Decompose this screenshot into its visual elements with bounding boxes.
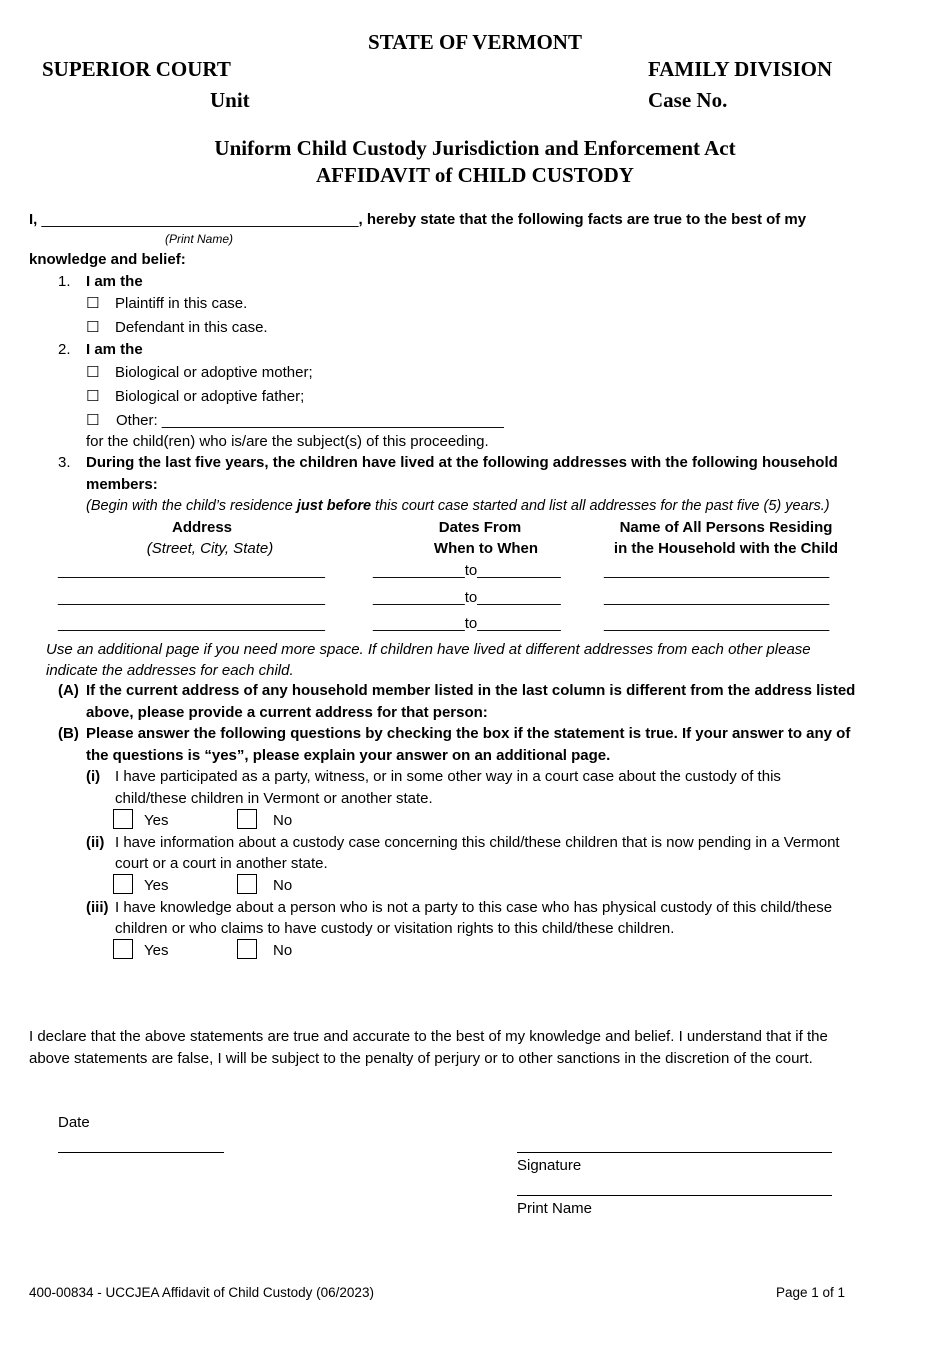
defendant-checkbox[interactable]: ☐: [86, 318, 100, 336]
row1-dates[interactable]: [373, 562, 561, 579]
question-ii-no-checkbox[interactable]: [237, 874, 257, 894]
question-iii-no-label: No: [273, 942, 293, 959]
court-name: SUPERIOR COURT: [42, 57, 231, 81]
row3-from[interactable]: ___________: [373, 615, 465, 632]
print-name-field[interactable]: ______________________________________: [41, 211, 359, 228]
row2-until[interactable]: __________: [477, 589, 561, 606]
other-option: [116, 412, 504, 429]
col-persons-header: Name of All Persons Residing: [619, 519, 833, 536]
plaintiff-checkbox[interactable]: ☐: [86, 294, 100, 312]
declaration-line1: I declare that the above statements are true and accurate to the best of my knowledge and belief. I understand that if the: [29, 1028, 828, 1045]
question-iii-no-checkbox[interactable]: [237, 939, 257, 959]
question-iii-line1: I have knowledge about a person who is not a party to this case who has physical custody of this child/these: [115, 899, 833, 916]
question-i-yes-label: Yes: [144, 812, 169, 829]
row3-to-word: to: [464, 615, 478, 632]
instruction-pre: (Begin with the child’s residence: [86, 498, 297, 514]
other-label: Other:: [116, 412, 162, 429]
state-title: STATE OF VERMONT: [368, 30, 582, 54]
question-i-number: (i): [86, 768, 101, 785]
row3-dates[interactable]: [373, 615, 561, 632]
item1-label: I am the: [86, 273, 143, 290]
question-ii-line1: I have information about a custody case concerning this child/these children that is now pending in a Vermont: [115, 834, 840, 851]
col-address-subheader: (Street, City, State): [146, 540, 274, 557]
question-ii-line2: court or a court in another state.: [115, 855, 328, 872]
item3-number: 3.: [58, 454, 71, 471]
row1-until[interactable]: __________: [477, 562, 561, 579]
signature-field[interactable]: [517, 1152, 832, 1153]
question-ii-yes-label: Yes: [144, 877, 169, 894]
print-name-hint: (Print Name): [165, 232, 234, 246]
col-persons-subheader: in the Household with the Child: [613, 540, 839, 557]
item2-footer: for the child(ren) who is/are the subject(s) of this proceeding.: [86, 433, 489, 450]
defendant-option: Defendant in this case.: [115, 319, 268, 336]
col-dates-subheader: When to When: [433, 540, 539, 557]
row2-from[interactable]: ___________: [373, 589, 465, 606]
row1-persons[interactable]: ___________________________: [604, 562, 830, 579]
signature-label: Signature: [517, 1157, 582, 1174]
other-checkbox[interactable]: ☐: [86, 411, 100, 429]
question-iii-number: (iii): [86, 899, 109, 916]
instruction-emphasis: just before: [296, 498, 372, 514]
item3-line2: members:: [86, 476, 158, 493]
question-i-no-checkbox[interactable]: [237, 809, 257, 829]
row3-until[interactable]: __________: [477, 615, 561, 632]
intro-suffix: , hereby state that the following facts are true to the best of my: [358, 211, 807, 228]
intro-line: [29, 211, 806, 228]
partB-line1: Please answer the following questions by checking the box if the statement is true. If your answer to any of: [86, 725, 851, 742]
row2-to-word: to: [464, 589, 478, 606]
question-ii-number: (ii): [86, 834, 105, 851]
row2-dates[interactable]: [373, 589, 561, 606]
date-field[interactable]: [58, 1152, 224, 1153]
other-field[interactable]: _________________________________________: [161, 412, 504, 429]
col-dates-header: Dates From: [438, 519, 522, 536]
row2-persons[interactable]: ___________________________: [604, 589, 830, 606]
item3-line1: During the last five years, the children have lived at the following addresses with the following household: [86, 454, 838, 471]
item3-instruction: [86, 498, 830, 514]
question-i-no-label: No: [273, 812, 293, 829]
item1-number: 1.: [58, 273, 71, 290]
question-i-yes-checkbox[interactable]: [113, 809, 133, 829]
question-ii-yes-checkbox[interactable]: [113, 874, 133, 894]
affidavit-title: AFFIDAVIT of CHILD CUSTODY: [316, 163, 634, 187]
partA-line1: If the current address of any household member listed in the last column is different from the address listed: [86, 682, 856, 699]
partB-line2: the questions is “yes”, please explain your answer on an additional page.: [86, 747, 611, 764]
item2-number: 2.: [58, 341, 71, 358]
page-number: Page 1 of 1: [776, 1285, 846, 1300]
partA-label: (A): [58, 682, 79, 699]
print-name-signature-field[interactable]: [517, 1195, 832, 1196]
partB-label: (B): [58, 725, 79, 742]
question-i-line1: I have participated as a party, witness, or in some other way in a court case about the custody of this: [115, 768, 781, 785]
question-iii-yes-checkbox[interactable]: [113, 939, 133, 959]
additional-page-note-2: indicate the addresses for each child.: [46, 662, 294, 679]
division-name: FAMILY DIVISION: [648, 57, 833, 81]
act-title: Uniform Child Custody Jurisdiction and Enforcement Act: [214, 136, 736, 160]
mother-checkbox[interactable]: ☐: [86, 363, 100, 381]
date-label: Date: [58, 1114, 90, 1131]
question-iii-yes-label: Yes: [144, 942, 169, 959]
intro-line-2: knowledge and belief:: [29, 251, 186, 268]
additional-page-note-1: Use an additional page if you need more space. If children have lived at different addresses from each other please: [46, 641, 811, 658]
row1-from[interactable]: ___________: [373, 562, 465, 579]
item2-label: I am the: [86, 341, 143, 358]
declaration-line2: above statements are false, I will be subject to the penalty of perjury or to other sanctions in the discretion of the court.: [29, 1050, 813, 1067]
plaintiff-option: Plaintiff in this case.: [115, 295, 248, 312]
father-option: Biological or adoptive father;: [115, 388, 305, 405]
row3-address[interactable]: ________________________________: [58, 615, 325, 632]
row1-address[interactable]: ________________________________: [58, 562, 325, 579]
mother-option: Biological or adoptive mother;: [115, 364, 313, 381]
instruction-post: this court case started and list all addresses for the past five (5) years.): [371, 498, 830, 514]
question-iii-line2: children or who claims to have custody or visitation rights to this child/these children.: [115, 920, 675, 937]
case-number-label: Case No.: [648, 88, 728, 112]
row3-persons[interactable]: ___________________________: [604, 615, 830, 632]
question-ii-no-label: No: [273, 877, 293, 894]
form-id: 400-00834 - UCCJEA Affidavit of Child Custody (06/2023): [29, 1285, 374, 1300]
print-name-label: Print Name: [517, 1200, 593, 1217]
row1-to-word: to: [464, 562, 478, 579]
col-address-header: Address: [171, 519, 233, 536]
intro-prefix: I,: [29, 211, 42, 228]
unit-label: Unit: [210, 88, 250, 112]
partA-line2: above, please provide a current address for that person:: [86, 704, 488, 721]
father-checkbox[interactable]: ☐: [86, 387, 100, 405]
question-i-line2: child/these children in Vermont or another state.: [115, 790, 433, 807]
row2-address[interactable]: ________________________________: [58, 589, 325, 606]
